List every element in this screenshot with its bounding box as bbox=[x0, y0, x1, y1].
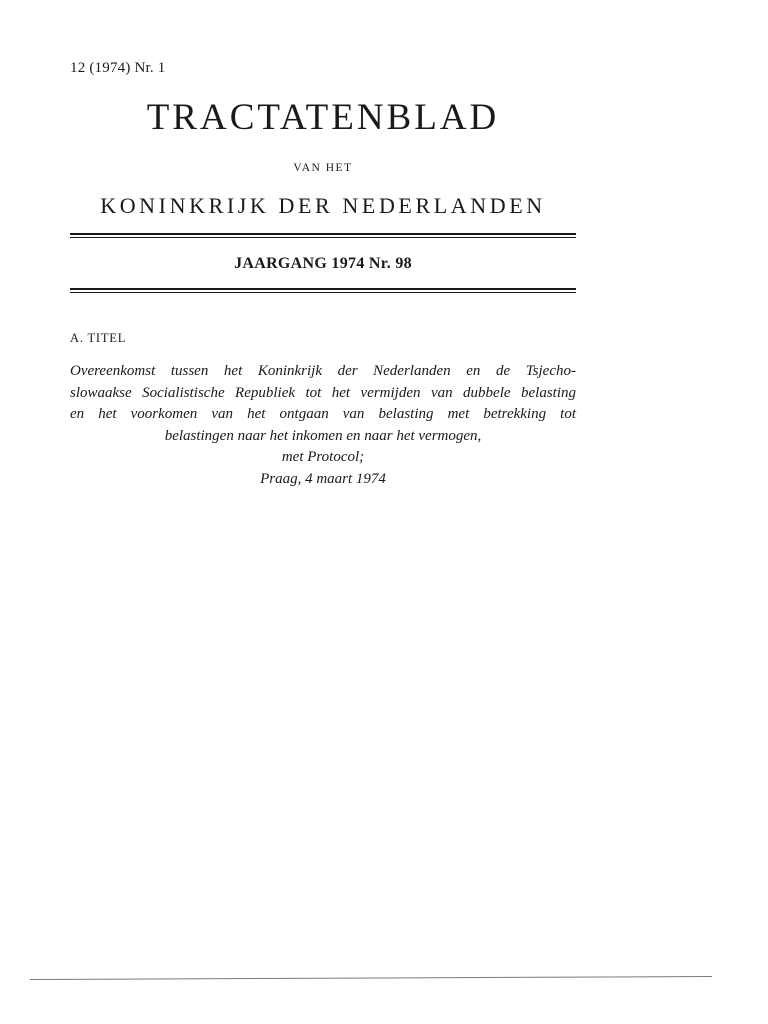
treaty-title bbox=[70, 361, 576, 490]
treaty-date-place: Praag, 4 maart 1974 bbox=[260, 470, 386, 487]
publication-kingdom: KONINKRIJK DER NEDERLANDEN bbox=[100, 193, 546, 218]
treaty-title-line: slowaakse Socialistische Republiek tot het vermijden van dubbele belasting bbox=[70, 384, 576, 401]
volume-number: JAARGANG 1974 Nr. 98 bbox=[234, 255, 412, 272]
section-heading: A. TITEL bbox=[70, 331, 127, 345]
treaty-title-line: Overeenkomst tussen het Koninkrijk der Nederlanden en de Tsjecho- bbox=[70, 363, 576, 379]
publication-title: TRACTATENBLAD bbox=[146, 97, 500, 138]
treaty-title-line: belastingen naar het inkomen en naar het vermogen, bbox=[164, 427, 482, 444]
masthead-divider-bottom bbox=[70, 288, 576, 293]
publication-subtitle: VAN HET bbox=[293, 162, 353, 174]
masthead-divider-top bbox=[70, 233, 576, 238]
treaty-title-line: met Protocol; bbox=[281, 449, 365, 465]
issue-reference: 12 (1974) Nr. 1 bbox=[70, 60, 166, 76]
treaty-title-line: en het voorkomen van het ontgaan van belasting met betrekking tot bbox=[70, 406, 576, 422]
page-bottom-rule bbox=[30, 976, 712, 980]
